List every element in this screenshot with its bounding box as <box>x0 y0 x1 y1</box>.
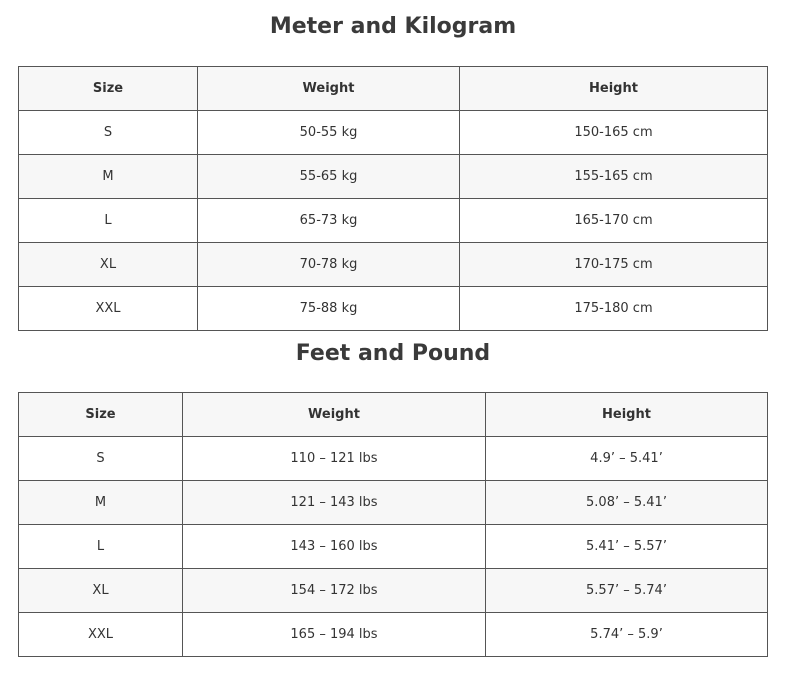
table-row <box>19 111 768 155</box>
size-cell: XXL <box>19 613 183 657</box>
weight-cell: 143 – 160 lbs <box>183 525 486 569</box>
table-header-row <box>19 393 768 437</box>
column-header-size: Size <box>19 67 198 111</box>
table-row <box>19 155 768 199</box>
imperial-size-table <box>18 392 768 657</box>
table-row <box>19 613 768 657</box>
size-cell: S <box>19 437 183 481</box>
weight-cell: 70-78 kg <box>198 243 460 287</box>
height-cell: 5.74’ – 5.9’ <box>486 613 768 657</box>
table-row <box>19 243 768 287</box>
size-cell: XL <box>19 569 183 613</box>
height-cell: 170-175 cm <box>460 243 768 287</box>
size-cell: XXL <box>19 287 198 331</box>
size-cell: M <box>19 155 198 199</box>
column-header-size: Size <box>19 393 183 437</box>
table-header-row <box>19 67 768 111</box>
column-header-height: Height <box>486 393 768 437</box>
column-header-weight: Weight <box>198 67 460 111</box>
size-cell: L <box>19 199 198 243</box>
weight-cell: 121 – 143 lbs <box>183 481 486 525</box>
table-row <box>19 569 768 613</box>
weight-cell: 75-88 kg <box>198 287 460 331</box>
column-header-height: Height <box>460 67 768 111</box>
height-cell: 5.57’ – 5.74’ <box>486 569 768 613</box>
size-cell: M <box>19 481 183 525</box>
height-cell: 150-165 cm <box>460 111 768 155</box>
height-cell: 5.41’ – 5.57’ <box>486 525 768 569</box>
size-cell: L <box>19 525 183 569</box>
weight-cell: 55-65 kg <box>198 155 460 199</box>
weight-cell: 110 – 121 lbs <box>183 437 486 481</box>
column-header-weight: Weight <box>183 393 486 437</box>
table-row <box>19 481 768 525</box>
metric-size-table <box>18 66 768 331</box>
height-cell: 4.9’ – 5.41’ <box>486 437 768 481</box>
weight-cell: 65-73 kg <box>198 199 460 243</box>
height-cell: 165-170 cm <box>460 199 768 243</box>
height-cell: 5.08’ – 5.41’ <box>486 481 768 525</box>
imperial-section-title: Feet and Pound <box>295 341 491 366</box>
table-row <box>19 287 768 331</box>
weight-cell: 165 – 194 lbs <box>183 613 486 657</box>
weight-cell: 50-55 kg <box>198 111 460 155</box>
metric-section-title: Meter and Kilogram <box>269 14 517 39</box>
height-cell: 155-165 cm <box>460 155 768 199</box>
weight-cell: 154 – 172 lbs <box>183 569 486 613</box>
table-row <box>19 525 768 569</box>
size-cell: S <box>19 111 198 155</box>
height-cell: 175-180 cm <box>460 287 768 331</box>
size-cell: XL <box>19 243 198 287</box>
table-row <box>19 437 768 481</box>
table-row <box>19 199 768 243</box>
